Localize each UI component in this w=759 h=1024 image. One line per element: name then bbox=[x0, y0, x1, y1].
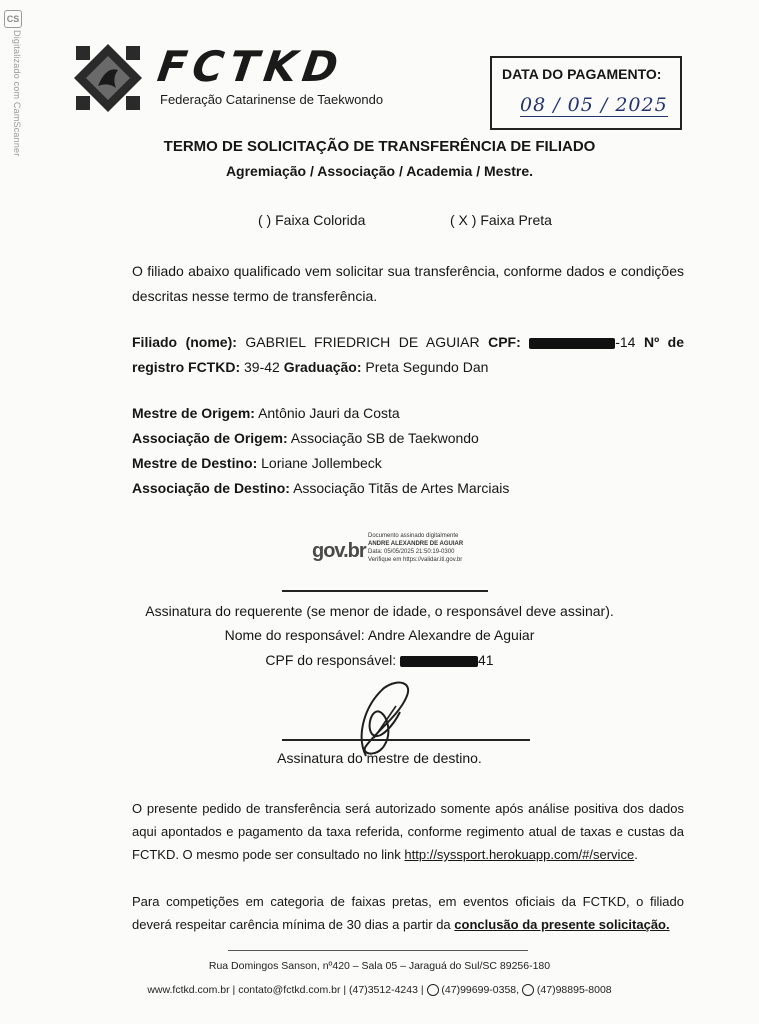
notice-carencia-text: Para competições em categoria de faixas pretas, em eventos oficiais da FCTKD, o filiado deverá respeitar carência mínima de 30 dias a partir da bbox=[132, 894, 684, 932]
govbr-signature-text bbox=[368, 532, 463, 564]
filiado-graduacao-label: Graduação: bbox=[283, 359, 362, 375]
responsavel-cpf-suffix: 41 bbox=[478, 652, 494, 668]
filiado-cpf-label: CPF: bbox=[488, 334, 521, 350]
filiado-cpf-suffix: -14 bbox=[615, 334, 636, 350]
assoc-origem-label: Associação de Origem: bbox=[132, 430, 288, 446]
payment-date-box bbox=[490, 56, 682, 130]
whatsapp-icon bbox=[427, 984, 439, 996]
mestre-origem: Antônio Jauri da Costa bbox=[258, 405, 400, 421]
camscanner-badge: CS bbox=[4, 10, 22, 28]
footer-whatsapp-2: (47)98895-8008 bbox=[536, 984, 612, 996]
filiado-graduacao: Preta Segundo Dan bbox=[365, 359, 489, 375]
responsavel-name: Andre Alexandre de Aguiar bbox=[367, 627, 535, 643]
assoc-origem: Associação SB de Taekwondo bbox=[290, 430, 479, 446]
footer-email[interactable]: contato@fctkd.com.br bbox=[238, 984, 341, 996]
govbr-line-2: ANDRE ALEXANDRE DE AGUIAR bbox=[368, 541, 464, 547]
filiado-registro: 39-42 bbox=[244, 359, 280, 375]
filiado-block bbox=[132, 330, 684, 380]
responsavel-row bbox=[0, 627, 759, 643]
payment-date-value: 08 / 05 / 2025 bbox=[520, 94, 668, 116]
brand-title: FCTKD bbox=[154, 42, 348, 91]
mestre-destino-row bbox=[132, 455, 382, 471]
mestre-origem-row bbox=[132, 405, 400, 421]
option-faixa-colorida: ( ) Faixa Colorida bbox=[258, 212, 366, 228]
notice-transfer bbox=[132, 797, 684, 866]
cpf-redaction bbox=[529, 338, 615, 349]
cpf-redaction bbox=[400, 656, 478, 667]
govbr-line-4: Verifique em https://validar.iti.gov.br bbox=[368, 557, 463, 563]
document-subtitle: Agremiação / Associação / Academia / Mestre. bbox=[225, 163, 534, 179]
notice-carencia-emphasis: conclusão da presente solicitação. bbox=[454, 917, 670, 932]
mestre-destino-caption: Assinatura do mestre de destino. bbox=[277, 750, 482, 766]
payment-date-label: DATA DO PAGAMENTO: bbox=[502, 66, 662, 82]
requerente-caption: Assinatura do requerente (se menor de idade, o responsável deve assinar). bbox=[145, 603, 614, 619]
responsavel-cpf-row bbox=[0, 652, 759, 668]
requerente-signature-line bbox=[282, 590, 488, 592]
footer-divider bbox=[228, 950, 528, 951]
footer-contacts: www.fctkd.com.br | contato@fctkd.com.br | (47)3512-4243 | (47)99699-0358, (47)98895-8008 bbox=[147, 984, 612, 996]
assoc-destino-row bbox=[132, 480, 509, 496]
intro-paragraph: O filiado abaixo qualificado vem solicitar sua transferência, conforme dados e condições descritas nesse termo de transferência. bbox=[132, 263, 684, 304]
assoc-destino-label: Associação de Destino: bbox=[132, 480, 290, 496]
govbr-line-3: Data: 05/05/2025 21:50:19-0300 bbox=[368, 549, 455, 555]
govbr-logo: gov.br bbox=[312, 540, 366, 562]
fctkd-logo-icon bbox=[72, 42, 144, 114]
brand-subtitle: Federação Catarinense de Taekwondo bbox=[160, 92, 384, 107]
govbr-digital-signature bbox=[312, 530, 512, 576]
filiado-name: GABRIEL FRIEDRICH DE AGUIAR bbox=[245, 334, 480, 350]
footer-site[interactable]: www.fctkd.com.br bbox=[147, 984, 230, 996]
notice-transfer-end: . bbox=[634, 847, 638, 862]
mestre-origem-label: Mestre de Origem: bbox=[132, 405, 255, 421]
service-link[interactable]: http://syssport.herokuapp.com/#/service bbox=[404, 847, 635, 862]
responsavel-cpf-label: CPF do responsável: bbox=[265, 652, 397, 668]
notice-carencia bbox=[132, 890, 684, 936]
whatsapp-icon bbox=[522, 984, 534, 996]
footer-whatsapp-1: (47)99699-0358, bbox=[441, 984, 520, 996]
assoc-origem-row bbox=[132, 430, 479, 446]
footer-phone: (47)3512-4243 bbox=[349, 984, 418, 996]
filiado-registro-label: Nº de registro FCTKD: bbox=[132, 334, 684, 375]
document-title: TERMO DE SOLICITAÇÃO DE TRANSFERÊNCIA DE FILIADO bbox=[163, 138, 596, 155]
option-faixa-preta: ( X ) Faixa Preta bbox=[450, 212, 552, 228]
filiado-name-label: Filiado (nome): bbox=[132, 334, 237, 350]
footer-address: Rua Domingos Sanson, nº420 – Sala 05 – Jaraguá do Sul/SC 89256-180 bbox=[208, 960, 551, 972]
mestre-destino-signature-line bbox=[282, 739, 530, 741]
mestre-destino: Loriane Jollembeck bbox=[261, 455, 382, 471]
mestre-destino-label: Mestre de Destino: bbox=[132, 455, 258, 471]
responsavel-label: Nome do responsável: bbox=[224, 627, 365, 643]
assoc-destino: Associação Titãs de Artes Marciais bbox=[293, 480, 510, 496]
camscanner-label: Digitalizado com CamScanner bbox=[12, 30, 22, 157]
govbr-line-1: Documento assinado digitalmente bbox=[368, 533, 459, 539]
notice-transfer-text: O presente pedido de transferência será autorizado somente após análise positiva dos dados aqui apontados e pagamento da taxa referida, conforme regimento atual de taxas e custas da FCTKD. O mesmo pode ser consultado no link bbox=[132, 801, 684, 862]
